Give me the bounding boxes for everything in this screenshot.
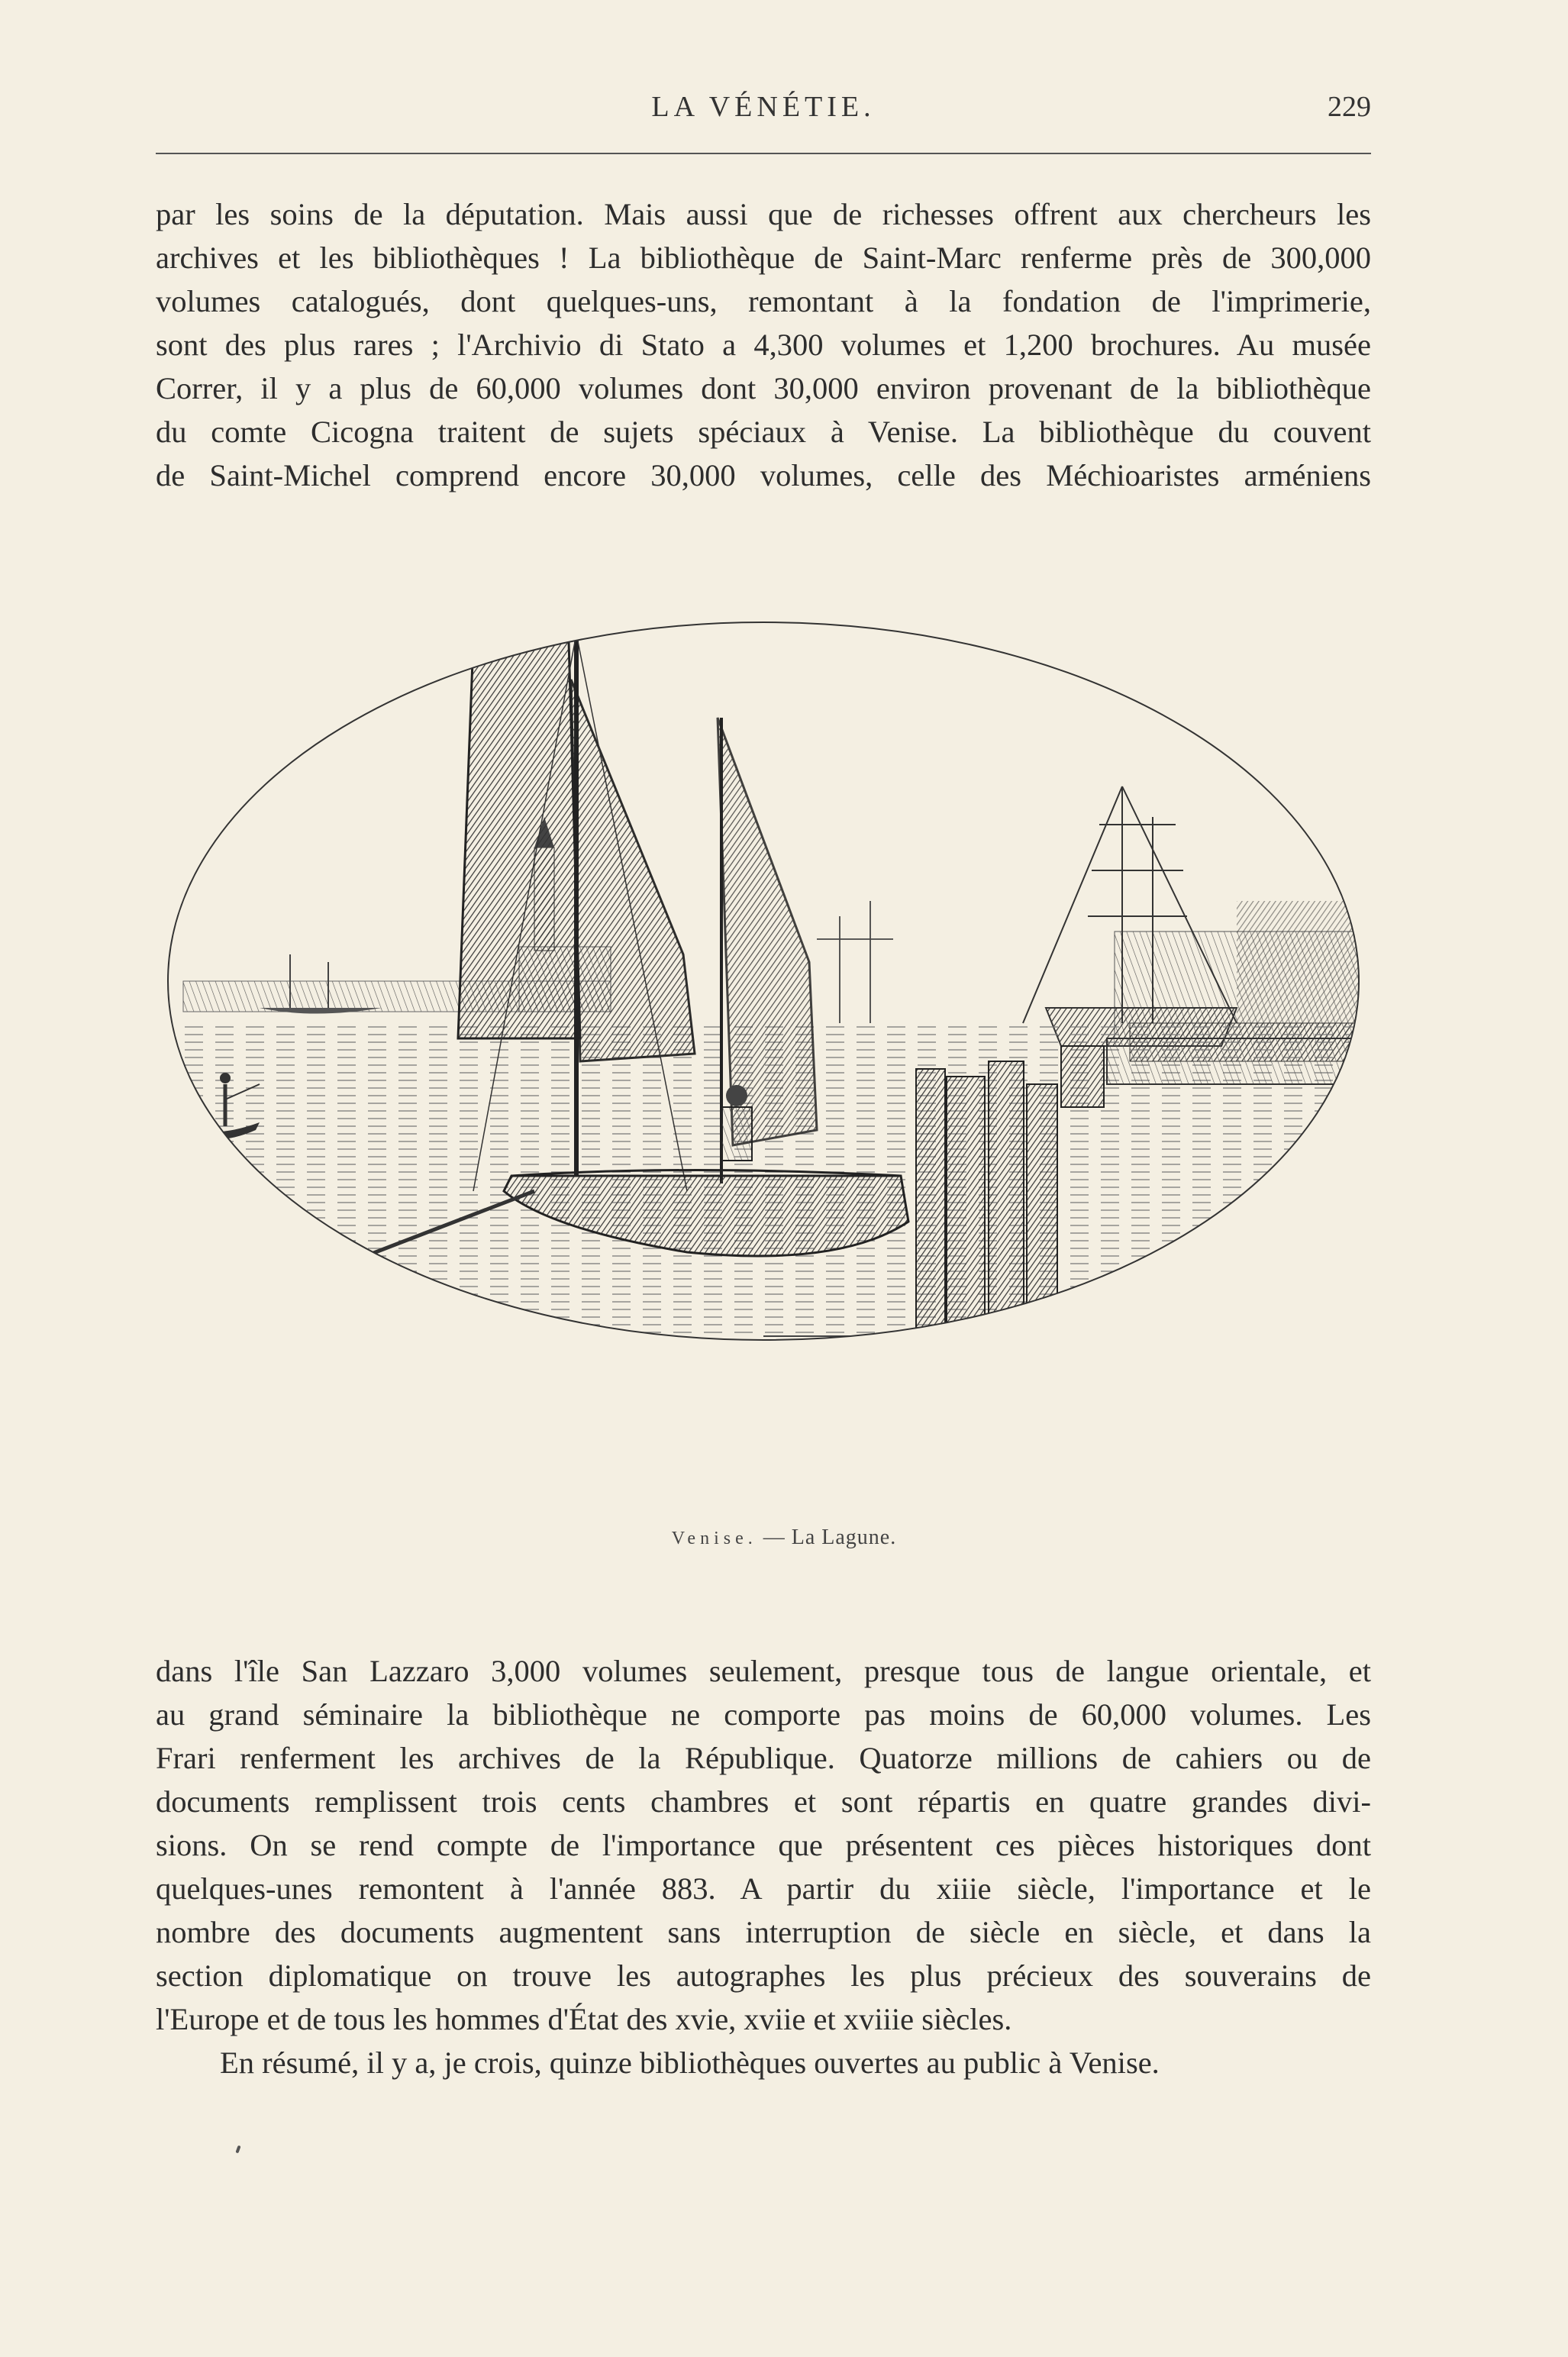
text-line: Frari renferment les archives de la République. Quatorze millions de cahiers ou de — [156, 1741, 1371, 1775]
text-line: quelques-unes remontent à l'année 883. A partir du xiiie siècle, l'importance et le — [156, 1871, 1371, 1906]
text-line: En résumé, il y a, je crois, quinze bibliothèques ouvertes au public à Venise. — [220, 2045, 1160, 2080]
text-line: dans l'île San Lazzaro 3,000 volumes seulement, presque tous de langue orientale, et — [156, 1654, 1371, 1688]
caption-place: Venise. — [671, 1529, 757, 1548]
paragraph-bottom — [156, 1649, 1371, 2084]
text-line: section diplomatique on trouve les autographes les plus précieux des souverains de — [156, 1958, 1371, 1993]
venice-lagoon-engraving — [153, 596, 1374, 1512]
illustration-caption — [0, 1526, 1568, 1550]
text-line: du comte Cicogna traitent de sujets spéciaux à Venise. La bibliothèque du couvent — [156, 415, 1371, 449]
text-line: documents remplissent trois cents chambres et sont répartis en quatre grandes divi- — [156, 1784, 1371, 1819]
caption-title: La Lagune. — [791, 1526, 897, 1549]
text-line: sont des plus rares ; l'Archivio di Stato a 4,300 volumes et 1,200 brochures. Au musée — [156, 328, 1371, 362]
text-line: par les soins de la députation. Mais aussi que de richesses offrent aux chercheurs les — [156, 197, 1371, 231]
text-line: archives et les bibliothèques ! La bibliothèque de Saint-Marc renferme près de 300,000 — [156, 241, 1371, 275]
text-line: sions. On se rend compte de l'importance que présentent ces pièces historiques dont — [156, 1828, 1371, 1862]
page-number: 229 — [1328, 91, 1371, 123]
running-head — [156, 90, 1371, 128]
caption-dash: — — [763, 1526, 786, 1549]
text-line: de Saint-Michel comprend encore 30,000 volumes, celle des Méchioaristes arméniens — [156, 458, 1371, 492]
text-line: nombre des documents augmentent sans interruption de siècle en siècle, et dans la — [156, 1915, 1371, 1949]
text-line: l'Europe et de tous les hommes d'État des xvie, xviie et xviiie siècles. — [156, 2002, 1012, 2036]
paragraph-top — [156, 192, 1371, 497]
paper-speck — [235, 2146, 240, 2154]
header-rule — [156, 153, 1371, 154]
text-line: volumes catalogués, dont quelques-uns, remontant à la fondation de l'imprimerie, — [156, 284, 1371, 318]
text-line: au grand séminaire la bibliothèque ne comporte pas moins de 60,000 volumes. Les — [156, 1697, 1371, 1732]
running-title: LA VÉNÉTIE. — [651, 91, 876, 123]
text-line: Correr, il y a plus de 60,000 volumes dont 30,000 environ provenant de la bibliothèque — [156, 371, 1371, 405]
engraving-scene — [153, 596, 1374, 1512]
